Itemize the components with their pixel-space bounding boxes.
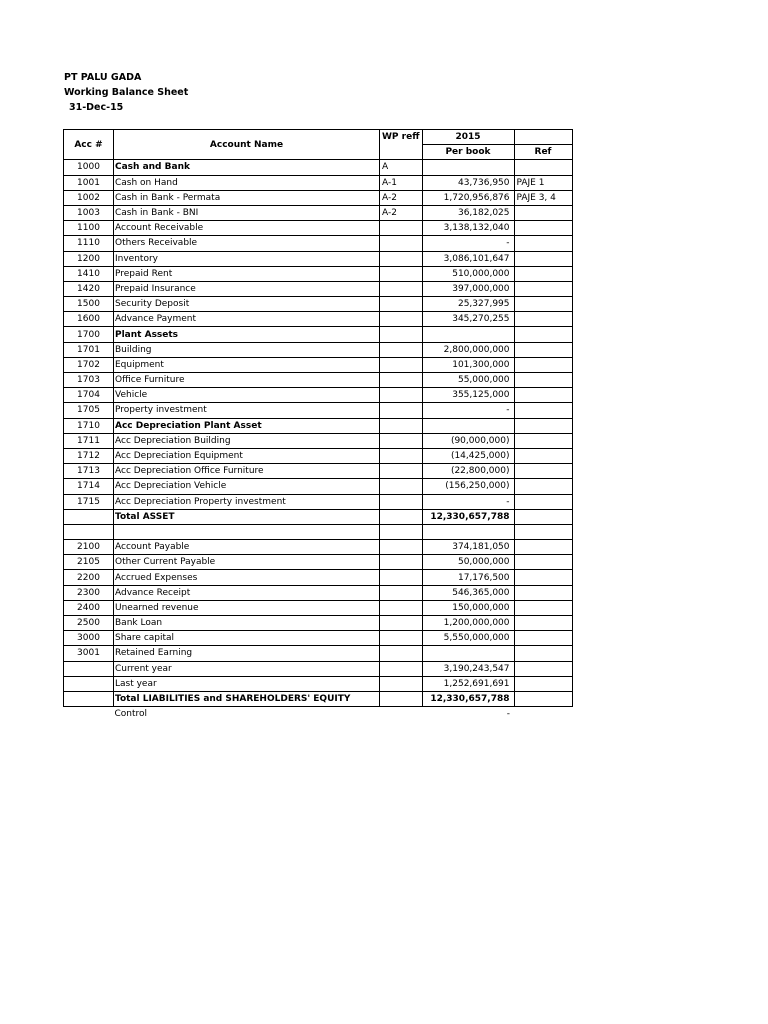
per-book-amount: 36,182,025 bbox=[422, 205, 514, 220]
table-row bbox=[64, 464, 573, 479]
per-book-amount: 374,181,050 bbox=[422, 540, 514, 555]
account-name: Acc Depreciation Office Furniture bbox=[114, 464, 380, 479]
ref bbox=[514, 464, 572, 479]
col-header-empty bbox=[514, 130, 572, 145]
wp-reff bbox=[380, 661, 423, 676]
wp-reff bbox=[380, 691, 423, 706]
ref bbox=[514, 524, 572, 539]
col-header-wp-reff: WP reff bbox=[380, 130, 423, 160]
wp-reff bbox=[380, 221, 423, 236]
ref bbox=[514, 661, 572, 676]
sheet-title: Working Balance Sheet bbox=[64, 87, 189, 98]
per-book-amount bbox=[422, 646, 514, 661]
per-book-amount: 43,736,950 bbox=[422, 175, 514, 190]
account-number: 1704 bbox=[64, 388, 114, 403]
table-row bbox=[64, 388, 573, 403]
account-number bbox=[64, 691, 114, 706]
per-book-amount: 510,000,000 bbox=[422, 266, 514, 281]
table-row bbox=[64, 433, 573, 448]
account-name: Prepaid Insurance bbox=[114, 281, 380, 296]
account-name: Acc Depreciation Equipment bbox=[114, 448, 380, 463]
account-name: Cash in Bank - BNI bbox=[114, 205, 380, 220]
table-row bbox=[64, 600, 573, 615]
account-name: Account Payable bbox=[114, 540, 380, 555]
table-row bbox=[64, 631, 573, 646]
table-row bbox=[64, 524, 573, 539]
per-book-amount: (90,000,000) bbox=[422, 433, 514, 448]
account-number: 1002 bbox=[64, 190, 114, 205]
account-number: 2100 bbox=[64, 540, 114, 555]
table-row bbox=[64, 357, 573, 372]
wp-reff bbox=[380, 281, 423, 296]
wp-reff: A bbox=[380, 160, 423, 175]
table-row bbox=[64, 676, 573, 691]
per-book-amount: - bbox=[422, 403, 514, 418]
table-row bbox=[64, 570, 573, 585]
table-row bbox=[64, 540, 573, 555]
table-row bbox=[64, 236, 573, 251]
ref bbox=[514, 616, 572, 631]
per-book-amount: (22,800,000) bbox=[422, 464, 514, 479]
per-book-amount: 17,176,500 bbox=[422, 570, 514, 585]
ref bbox=[514, 388, 572, 403]
table-row bbox=[64, 418, 573, 433]
ref bbox=[514, 221, 572, 236]
wp-reff: A-2 bbox=[380, 205, 423, 220]
per-book-amount: 50,000,000 bbox=[422, 555, 514, 570]
per-book-amount: 5,550,000,000 bbox=[422, 631, 514, 646]
wp-reff bbox=[380, 312, 423, 327]
account-name: Inventory bbox=[114, 251, 380, 266]
ref bbox=[514, 297, 572, 312]
account-name: Current year bbox=[114, 661, 380, 676]
wp-reff bbox=[380, 448, 423, 463]
account-name: Acc Depreciation Vehicle bbox=[114, 479, 380, 494]
per-book-amount: 3,190,243,547 bbox=[422, 661, 514, 676]
account-name: Retained Earning bbox=[114, 646, 380, 661]
account-number: 1410 bbox=[64, 266, 114, 281]
wp-reff bbox=[380, 479, 423, 494]
ref bbox=[514, 266, 572, 281]
table-row bbox=[64, 555, 573, 570]
per-book-amount: 1,252,691,691 bbox=[422, 676, 514, 691]
account-number: 1700 bbox=[64, 327, 114, 342]
table-row bbox=[64, 160, 573, 175]
wp-reff bbox=[380, 403, 423, 418]
table-row bbox=[64, 327, 573, 342]
wp-reff bbox=[380, 433, 423, 448]
account-name: Advance Payment bbox=[114, 312, 380, 327]
table-row bbox=[64, 509, 573, 524]
table-row bbox=[64, 691, 573, 706]
account-number: 1500 bbox=[64, 297, 114, 312]
wp-reff bbox=[380, 509, 423, 524]
account-name: Total LIABILITIES and SHAREHOLDERS' EQUITY bbox=[114, 691, 380, 706]
account-number: 1711 bbox=[64, 433, 114, 448]
account-number: 2200 bbox=[64, 570, 114, 585]
wp-reff bbox=[380, 494, 423, 509]
table-row bbox=[64, 312, 573, 327]
per-book-amount: - bbox=[422, 494, 514, 509]
ref bbox=[514, 403, 572, 418]
account-name bbox=[114, 524, 380, 539]
wp-reff bbox=[380, 373, 423, 388]
per-book-amount: 1,720,956,876 bbox=[422, 190, 514, 205]
per-book-amount: 150,000,000 bbox=[422, 600, 514, 615]
table-row bbox=[64, 494, 573, 509]
account-name: Vehicle bbox=[114, 388, 380, 403]
wp-reff bbox=[380, 631, 423, 646]
account-number: 1001 bbox=[64, 175, 114, 190]
per-book-amount: 2,800,000,000 bbox=[422, 342, 514, 357]
per-book-amount: - bbox=[422, 236, 514, 251]
account-number bbox=[64, 676, 114, 691]
col-header-per-book: Per book bbox=[422, 145, 514, 160]
ref: PAJE 1 bbox=[514, 175, 572, 190]
account-name: Account Receivable bbox=[114, 221, 380, 236]
account-number: 1712 bbox=[64, 448, 114, 463]
ref bbox=[514, 418, 572, 433]
ref bbox=[514, 251, 572, 266]
account-name: Equipment bbox=[114, 357, 380, 372]
account-name: Prepaid Rent bbox=[114, 266, 380, 281]
ref: PAJE 3, 4 bbox=[514, 190, 572, 205]
account-name: Unearned revenue bbox=[114, 600, 380, 615]
per-book-amount bbox=[422, 418, 514, 433]
account-name: Last year bbox=[114, 676, 380, 691]
wp-reff bbox=[380, 570, 423, 585]
wp-reff bbox=[380, 585, 423, 600]
per-book-amount: 25,327,995 bbox=[422, 297, 514, 312]
account-name: Cash on Hand bbox=[114, 175, 380, 190]
ref bbox=[514, 373, 572, 388]
table-row bbox=[64, 616, 573, 631]
table-row bbox=[64, 251, 573, 266]
ref bbox=[514, 540, 572, 555]
wp-reff bbox=[380, 297, 423, 312]
ref bbox=[514, 691, 572, 706]
table-row bbox=[64, 373, 573, 388]
per-book-amount: 397,000,000 bbox=[422, 281, 514, 296]
account-name: Bank Loan bbox=[114, 616, 380, 631]
ref bbox=[514, 281, 572, 296]
per-book-amount: 101,300,000 bbox=[422, 357, 514, 372]
account-number bbox=[64, 509, 114, 524]
sheet-date: 31-Dec-15 bbox=[69, 102, 124, 113]
per-book-amount: (156,250,000) bbox=[422, 479, 514, 494]
per-book-amount: 345,270,255 bbox=[422, 312, 514, 327]
wp-reff bbox=[380, 388, 423, 403]
account-number: 1200 bbox=[64, 251, 114, 266]
account-name: Acc Depreciation Building bbox=[114, 433, 380, 448]
ref bbox=[514, 312, 572, 327]
ref bbox=[514, 494, 572, 509]
ref bbox=[514, 600, 572, 615]
wp-reff bbox=[380, 524, 423, 539]
account-number: 1702 bbox=[64, 357, 114, 372]
ref bbox=[514, 342, 572, 357]
ref bbox=[514, 676, 572, 691]
account-number: 2105 bbox=[64, 555, 114, 570]
wp-reff bbox=[380, 676, 423, 691]
wp-reff bbox=[380, 464, 423, 479]
per-book-amount bbox=[422, 524, 514, 539]
account-number: 1000 bbox=[64, 160, 114, 175]
account-name: Property investment bbox=[114, 403, 380, 418]
account-number: 3001 bbox=[64, 646, 114, 661]
col-header-account-name: Account Name bbox=[114, 130, 380, 160]
ref bbox=[514, 509, 572, 524]
wp-reff bbox=[380, 646, 423, 661]
account-name: Building bbox=[114, 342, 380, 357]
table-row bbox=[64, 403, 573, 418]
control-row bbox=[64, 707, 573, 722]
account-name: Accrued Expenses bbox=[114, 570, 380, 585]
per-book-amount: 546,365,000 bbox=[422, 585, 514, 600]
wp-reff: A-1 bbox=[380, 175, 423, 190]
account-number bbox=[64, 524, 114, 539]
account-number: 1715 bbox=[64, 494, 114, 509]
per-book-amount bbox=[422, 327, 514, 342]
table-row bbox=[64, 585, 573, 600]
wp-reff bbox=[380, 357, 423, 372]
account-name: Acc Depreciation Property investment bbox=[114, 494, 380, 509]
wp-reff: A-2 bbox=[380, 190, 423, 205]
wp-reff bbox=[380, 418, 423, 433]
wp-reff bbox=[380, 251, 423, 266]
control-body bbox=[64, 707, 573, 722]
account-number: 1705 bbox=[64, 403, 114, 418]
account-name: Total ASSET bbox=[114, 509, 380, 524]
ref bbox=[514, 448, 572, 463]
per-book-amount bbox=[422, 160, 514, 175]
ref bbox=[514, 236, 572, 251]
wp-reff bbox=[380, 600, 423, 615]
ref bbox=[514, 646, 572, 661]
account-name: Other Current Payable bbox=[114, 555, 380, 570]
table-row bbox=[64, 281, 573, 296]
table-row bbox=[64, 297, 573, 312]
wp-reff bbox=[380, 540, 423, 555]
account-number: 2400 bbox=[64, 600, 114, 615]
per-book-amount: (14,425,000) bbox=[422, 448, 514, 463]
table-row bbox=[64, 221, 573, 236]
account-name: Security Deposit bbox=[114, 297, 380, 312]
account-name: Plant Assets bbox=[114, 327, 380, 342]
table-row bbox=[64, 266, 573, 281]
wp-reff bbox=[380, 327, 423, 342]
table-row bbox=[64, 646, 573, 661]
per-book-amount: 355,125,000 bbox=[422, 388, 514, 403]
account-name: Advance Receipt bbox=[114, 585, 380, 600]
account-number: 1701 bbox=[64, 342, 114, 357]
per-book-amount: 3,138,132,040 bbox=[422, 221, 514, 236]
account-number: 1003 bbox=[64, 205, 114, 220]
control-label: Control bbox=[114, 709, 148, 720]
account-number: 1600 bbox=[64, 312, 114, 327]
table-row bbox=[64, 175, 573, 190]
account-name: Share capital bbox=[114, 631, 380, 646]
wp-reff bbox=[380, 616, 423, 631]
balance-sheet-table bbox=[63, 129, 573, 721]
account-number: 3000 bbox=[64, 631, 114, 646]
per-book-amount: 12,330,657,788 bbox=[422, 691, 514, 706]
per-book-amount: 3,086,101,647 bbox=[422, 251, 514, 266]
ref bbox=[514, 585, 572, 600]
ref bbox=[514, 205, 572, 220]
account-number bbox=[64, 661, 114, 676]
per-book-amount: 12,330,657,788 bbox=[422, 509, 514, 524]
control-amount: - bbox=[506, 709, 510, 720]
wp-reff bbox=[380, 236, 423, 251]
account-number: 2500 bbox=[64, 616, 114, 631]
ref bbox=[514, 570, 572, 585]
table-row bbox=[64, 205, 573, 220]
account-number: 1703 bbox=[64, 373, 114, 388]
table-row bbox=[64, 190, 573, 205]
account-number: 1713 bbox=[64, 464, 114, 479]
account-name: Others Receivable bbox=[114, 236, 380, 251]
account-number: 1420 bbox=[64, 281, 114, 296]
wp-reff bbox=[380, 342, 423, 357]
balance-sheet-body bbox=[64, 130, 573, 707]
table-row bbox=[64, 342, 573, 357]
ref bbox=[514, 631, 572, 646]
table-row bbox=[64, 479, 573, 494]
account-name: Acc Depreciation Plant Asset bbox=[114, 418, 380, 433]
account-number: 1100 bbox=[64, 221, 114, 236]
ref bbox=[514, 479, 572, 494]
table-row bbox=[64, 448, 573, 463]
account-number: 1714 bbox=[64, 479, 114, 494]
col-header-ref: Ref bbox=[514, 145, 572, 160]
ref bbox=[514, 433, 572, 448]
account-name: Cash in Bank - Permata bbox=[114, 190, 380, 205]
table-row bbox=[64, 661, 573, 676]
col-header-acc: Acc # bbox=[64, 130, 114, 160]
account-name: Cash and Bank bbox=[114, 160, 380, 175]
wp-reff bbox=[380, 266, 423, 281]
company-name: PT PALU GADA bbox=[64, 72, 142, 83]
ref bbox=[514, 357, 572, 372]
account-number: 1710 bbox=[64, 418, 114, 433]
col-header-year: 2015 bbox=[422, 130, 514, 145]
per-book-amount: 1,200,000,000 bbox=[422, 616, 514, 631]
wp-reff bbox=[380, 555, 423, 570]
ref bbox=[514, 160, 572, 175]
account-number: 2300 bbox=[64, 585, 114, 600]
header-row-1 bbox=[64, 130, 573, 145]
ref bbox=[514, 327, 572, 342]
account-number: 1110 bbox=[64, 236, 114, 251]
per-book-amount: 55,000,000 bbox=[422, 373, 514, 388]
ref bbox=[514, 555, 572, 570]
account-name: Office Furniture bbox=[114, 373, 380, 388]
